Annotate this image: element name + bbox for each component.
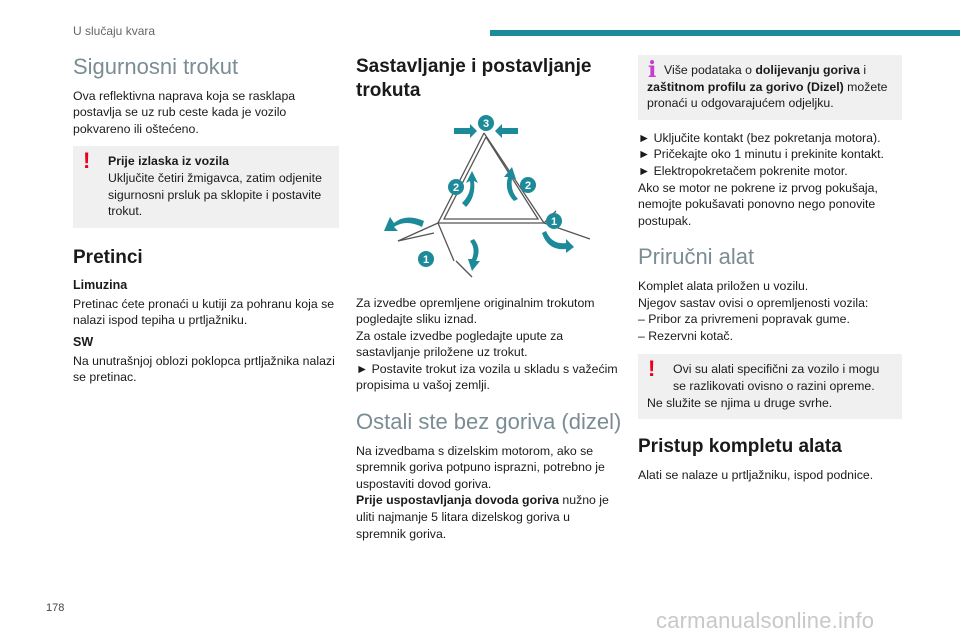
subtitle-sw: SW: [73, 334, 94, 349]
section-title-out-of-fuel: Ostali ste bez goriva (dizel): [356, 409, 622, 435]
watermark: carmanualsonline.info: [656, 608, 875, 633]
retry-text: Ako se motor ne pokrene iz prvog pokušaja, nemojte pokušavati ponovno nego ponovite postupak.: [638, 180, 878, 228]
header-accent-bar: [490, 30, 960, 36]
assembly-text-3: ► Postavite trokut iza vozila u skladu s važećim propisima u vašoj zemlji.: [356, 361, 618, 393]
info-link-refuel: dolijevanju goriva: [755, 63, 860, 77]
info-t1: Više podataka o: [664, 63, 756, 77]
tools-warning-text-2: Ne služite se njima u druge svrhe.: [647, 395, 833, 410]
column-3: [638, 55, 902, 489]
badge-3: 3: [482, 117, 490, 130]
info-t3: možete pronaći u odgovarajućem odjeljku.: [647, 79, 888, 111]
warning-icon: !: [83, 148, 91, 174]
arrow-left-curve-icon: [384, 217, 424, 231]
assembly-text-1: [356, 295, 622, 328]
badge-2-right: 2: [524, 179, 532, 192]
assembly-text-2: [356, 328, 622, 361]
warning-title: Prije izlaska iz vozila: [108, 154, 229, 169]
badge-1-right: 1: [550, 215, 558, 228]
arrow-icons: [384, 124, 574, 271]
fuel-text-rest: nužno je uliti najmanje 5 litara dizelskog goriva u spremnik goriva.: [356, 493, 609, 541]
tools-intro: Komplet alata priložen u vozilu.: [638, 278, 809, 293]
info-box: [638, 55, 902, 120]
column-2: [356, 55, 622, 548]
tools-item-1: – Pribor za privremeni popravak gume.: [638, 312, 850, 327]
tools-warning-text: Ovi su alati specifični za vozilo i mogu se razlikovati ovisno o razini opreme.: [673, 362, 880, 393]
section-title-compartments: Pretinci: [73, 246, 143, 268]
running-header: U slučaju kvara: [73, 24, 156, 38]
page-number: 178: [46, 602, 65, 614]
step-2: ► Pričekajte oko 1 minutu i prekinite kontakt.: [638, 147, 884, 162]
arrow-top-right-icon: [495, 124, 518, 138]
tools-warning-box: [638, 354, 902, 419]
sw-text: Na unutrašnjoj oblozi poklopca prtljažnika nalazi se pretinac.: [73, 353, 335, 385]
arrow-right-curve-icon: [542, 231, 574, 253]
assembly-p1: Za izvedbe opremljene originalnim trokutom pogledajte sliku iznad.: [356, 295, 595, 327]
triangle-assembly-figure: [376, 111, 596, 287]
info-icon: i: [648, 57, 657, 83]
assembly-p2: Za ostale izvedbe pogledajte upute za sastavljanje priložene uz trokut.: [356, 328, 564, 360]
triangle-intro: Ova reflektivna naprava koja se rasklapa postavlja se uz rub ceste kada je vozilo pokvareno ili oštećeno.: [73, 88, 296, 136]
tools-item-2: – Rezervni kotač.: [638, 328, 734, 343]
warning-text: Uključite četiri žmigavca, zatim odjenite sigurnosni prsluk pa sklopite i postavite trokut.: [108, 171, 322, 219]
step-1: ► Uključite kontakt (bez pokretanja motora).: [638, 130, 881, 145]
arrow-bottom-icon: [468, 239, 480, 271]
info-text: [647, 63, 888, 110]
info-link-protection: zaštitnom profilu za gorivo (Dizel): [647, 79, 844, 94]
section-title-assembly: Sastavljanje i postavljanje trokuta: [356, 56, 592, 101]
section-title-tool-access: Pristup kompletu alata: [638, 436, 842, 458]
section-title-tools: Priručni alat: [638, 244, 755, 270]
arrow-top-left-icon: [454, 124, 477, 138]
info-t2: i: [859, 63, 867, 77]
tools-content: Njegov sastav ovisi o opremljenosti vozila:: [638, 295, 869, 310]
warning-icon: !: [648, 356, 656, 382]
badge-2-left: 2: [452, 181, 460, 194]
tool-access-text: Alati se nalaze u prtljažniku, ispod podnice.: [638, 467, 874, 482]
step-3: ► Elektropokretačem pokrenite motor.: [638, 163, 848, 178]
subtitle-limuzina: Limuzina: [73, 277, 128, 292]
fuel-text-1: Na izvedbama s dizelskim motorom, ako se spremnik goriva potpuno isprazni, potrebno je uspostaviti dovod goriva.: [356, 443, 605, 491]
fuel-text-bold: Prije uspostavljanja dovoda goriva: [356, 493, 559, 508]
number-badges: [418, 115, 562, 267]
fuel-text-2: [356, 492, 622, 542]
badge-1-left: 1: [422, 253, 430, 266]
section-title-safety-triangle: Sigurnosni trokut: [73, 54, 239, 79]
limuzina-text: Pretinac ćete pronaći u kutiji za pohranu koja se nalazi ispod tepiha u prtljažniku.: [73, 296, 335, 328]
column-1: [73, 55, 339, 392]
steps-list: [638, 130, 902, 180]
arrow-mid-left-icon: [462, 171, 478, 207]
warning-box: [73, 146, 339, 227]
